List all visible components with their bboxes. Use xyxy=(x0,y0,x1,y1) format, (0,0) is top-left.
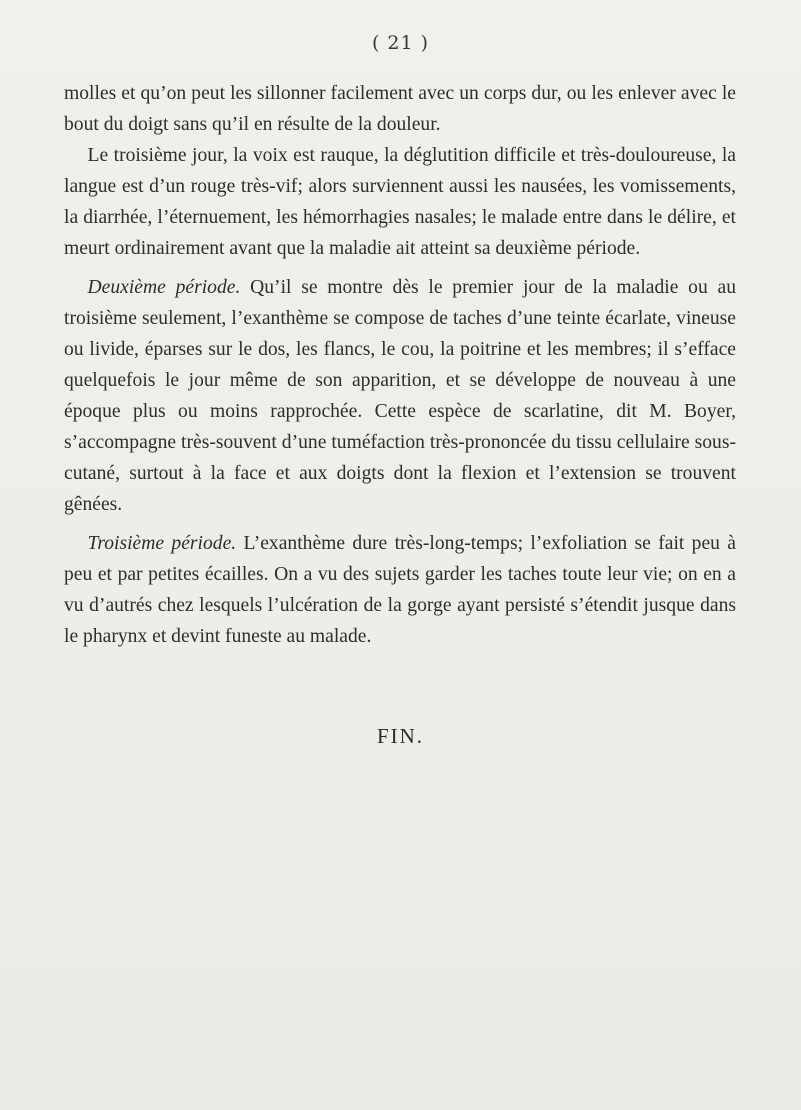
paragraph-continuation: molles et qu’on peut les sillonner facilement avec un corps dur, ou les enlever avec le bout du doigt sans qu’il en résulte de la douleur. xyxy=(64,83,736,135)
troisieme-periode-text: L’exanthème dure très-long-temps; l’exfoliation se fait peu à peu et par petites écailles. On a vu des sujets garder les taches toute leur vie; on en a vu d’autrés chez lesquels l’ulcération de la gorge ayant persisté s’étendit jusque dans le pharynx et devint funeste au malade. xyxy=(64,533,737,647)
fin-label: FIN. xyxy=(376,724,425,748)
deuxieme-periode-text: Qu’il se montre dès le premier jour de la maladie ou au troisième seulement, l’exanthème se compose de taches d’une teinte écarlate, vineuse ou livide, éparses sur le dos, les flancs, le cou, la poitrine et les membres; il s’efface quelquefois le jour même de son apparition, et se développe de nouveau à une époque plus ou moins rapprochée. Cette espèce de scarlatine, dit M. Boyer, s’accompagne très-souvent d’une tuméfaction très-prononcée du tissu cellulaire sous-cutané, surtout à la face et aux doigts dont la flexion et l’extension se trouvent gênées. xyxy=(64,277,736,515)
page-number: ( 21 ) xyxy=(371,32,430,54)
paragraph-deuxieme-periode xyxy=(64,272,736,520)
deuxieme-periode-heading: Deuxième période. xyxy=(87,277,241,298)
body-text xyxy=(64,78,736,652)
troisieme-periode-heading: Troisième période. xyxy=(87,533,237,554)
paragraph-troisieme-periode xyxy=(64,528,736,652)
paragraph-troisieme-jour: Le troisième jour, la voix est rauque, la déglutition difficile et très-douloureuse, la langue est d’un rouge très-vif; alors surviennent aussi les nausées, les vomissements, la diarrhée, l’éternuement, les hémorrhagies nasales; le malade entre dans le délire, et meurt ordinairement avant que la maladie ait atteint sa deuxième période. xyxy=(64,145,736,259)
